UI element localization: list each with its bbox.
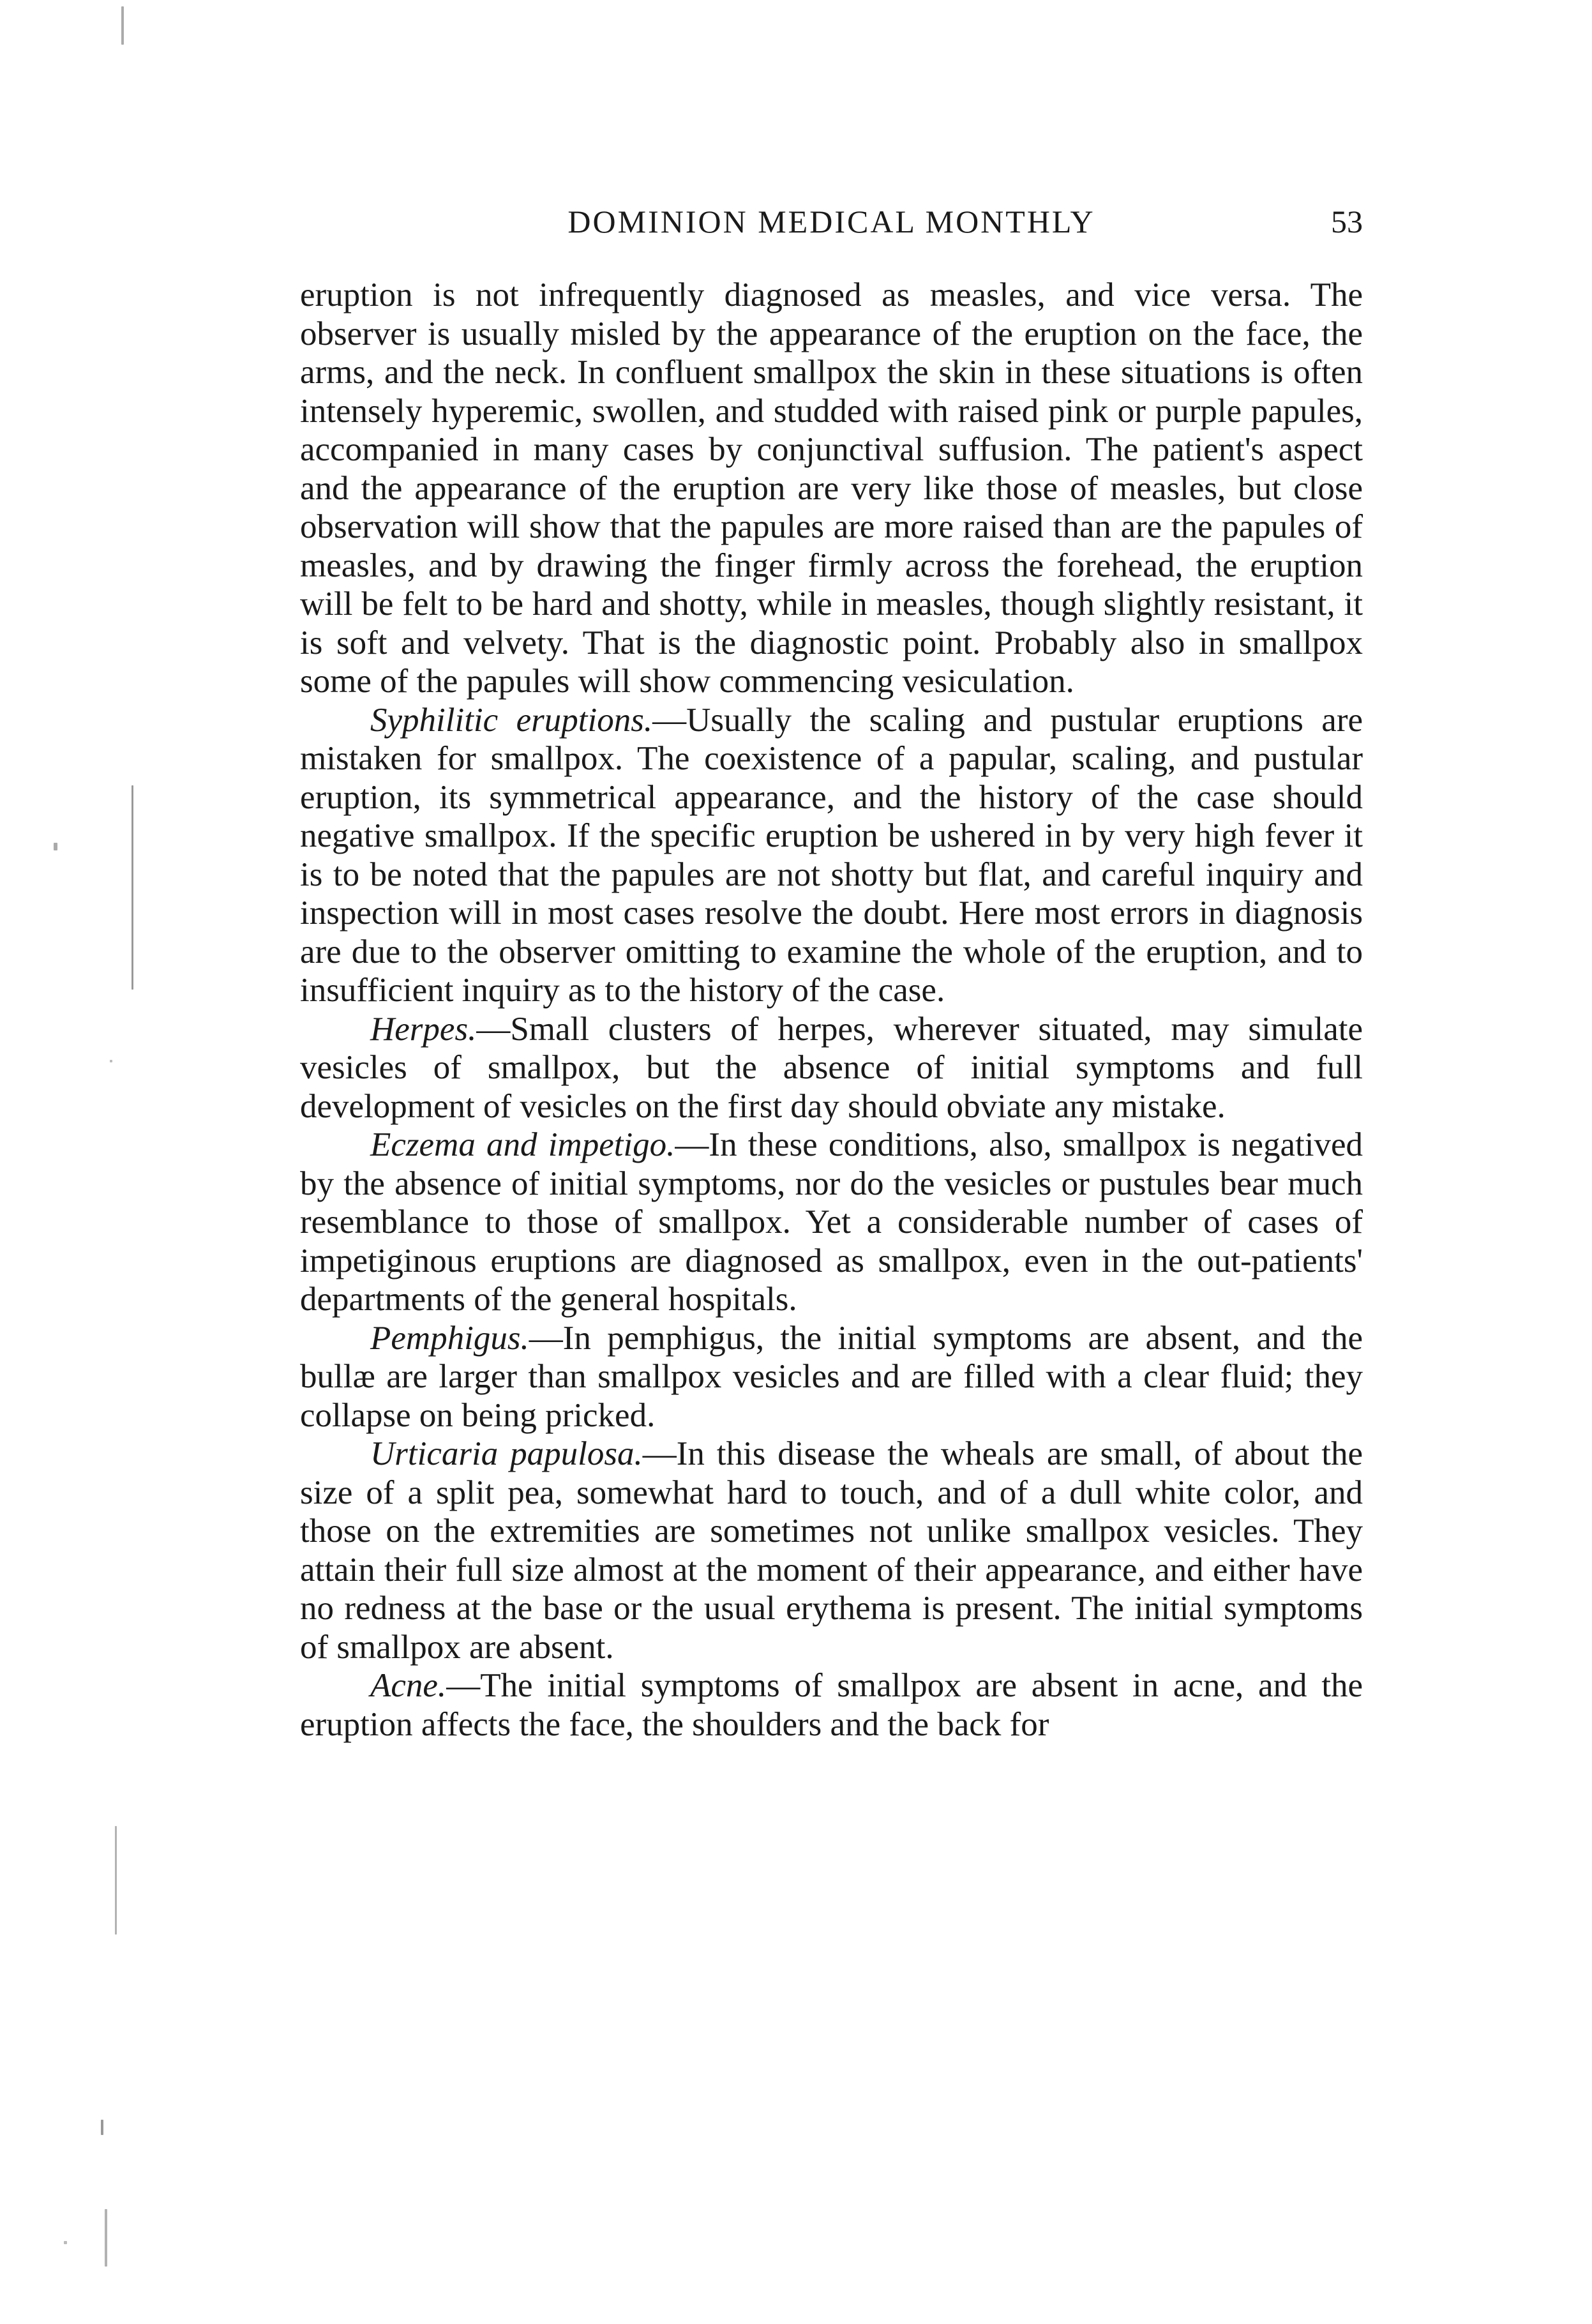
scan-speck	[115, 1826, 117, 1935]
page-number: 53	[1331, 204, 1363, 239]
scan-margin-marks	[38, 0, 140, 2324]
scan-speck	[101, 2120, 103, 2135]
paragraph-text: —In this disease the wheals are small, of about the size of a split pea, somewhat hard to touch, and of a dull white color, and those on the extremities are sometimes not unlike smallpox vesicles. They attain their full size almost at the moment of their appearance, and either have no redness at the base or the usual erythema is present. The initial symptoms of smallpox are absent.	[300, 1435, 1363, 1666]
scan-speck	[131, 785, 133, 990]
section-heading: Herpes.	[370, 1010, 477, 1048]
section-heading: Syphilitic eruptions.	[370, 701, 653, 739]
body-text	[300, 276, 1363, 1744]
paragraph-urticaria	[300, 1435, 1363, 1666]
scan-speck	[105, 2209, 107, 2267]
section-heading: Acne.	[370, 1667, 447, 1704]
section-heading: Eczema and impetigo.	[370, 1126, 675, 1163]
paragraph-text: eruption is not infrequently diagnosed as measles, and vice versa. The observer is usually misled by the appearance of the eruption on the face, the arms, and the neck. In confluent smallpox the skin in these situations is often intensely hyperemic, swollen, and studded with raised pink or purple papules, accompanied in many cases by conjunctival suffusion. The patient's aspect and the appearance of the eruption are very like those of measles, but close observation will show that the papules are more raised than are the papules of measles, and by drawing the finger firmly across the forehead, the eruption will be felt to be hard and shotty, while in measles, though slightly resistant, it is soft and velvety. That is the diagnostic point. Probably also in smallpox some of the papules will show commencing vesiculation.	[300, 276, 1363, 700]
section-heading: Pemphigus.	[370, 1319, 529, 1357]
paragraph-pemphigus	[300, 1319, 1363, 1435]
paragraph-acne	[300, 1666, 1363, 1744]
paragraph-measles	[300, 276, 1363, 701]
paragraph-text: —In these conditions, also, smallpox is negatived by the absence of initial symptoms, nor do the vesicles or pustules bear much resemblance to those of smallpox. Yet a considerable number of cases of impetiginous eruptions are diagnosed as smallpox, even in the out-patients' departments of the general hospitals.	[300, 1126, 1363, 1318]
paragraph-text: —In pemphigus, the initial symptoms are absent, and the bullæ are larger than smallpox vesicles and are filled with a clear fluid; they collapse on being pricked.	[300, 1319, 1363, 1434]
paragraph-text: —The initial symptoms of smallpox are absent in acne, and the eruption affects the face, the shoulders and the back for	[300, 1667, 1363, 1743]
scan-speck	[121, 6, 124, 45]
scan-speck	[110, 1060, 112, 1062]
scan-speck	[54, 843, 57, 850]
paragraph-text: —Small clusters of herpes, wherever situated, may simulate vesicles of smallpox, but the absence of initial symptoms and full development of vesicles on the first day should obviate any mistake.	[300, 1010, 1363, 1125]
paragraph-eczema	[300, 1126, 1363, 1319]
page-header	[300, 203, 1363, 241]
paragraph-herpes	[300, 1010, 1363, 1126]
paragraph-text: —Usually the scaling and pustular eruptions are mistaken for smallpox. The coexistence of a papular, scaling, and pustular eruption, its symmetrical appearance, and the history of the case should negative smallpox. If the specific eruption be ushered in by very high fever it is to be noted that the papules are not shotty but flat, and careful inquiry and inspection will in most cases resolve the doubt. Here most errors in diagnosis are due to the observer omitting to examine the whole of the eruption, and to insufficient inquiry as to the history of the case.	[300, 701, 1363, 1009]
scan-speck	[64, 2241, 67, 2244]
paragraph-syphilitic	[300, 701, 1363, 1010]
section-heading: Urticaria papulosa.	[370, 1435, 643, 1472]
running-title: DOMINION MEDICAL MONTHLY	[567, 204, 1095, 239]
